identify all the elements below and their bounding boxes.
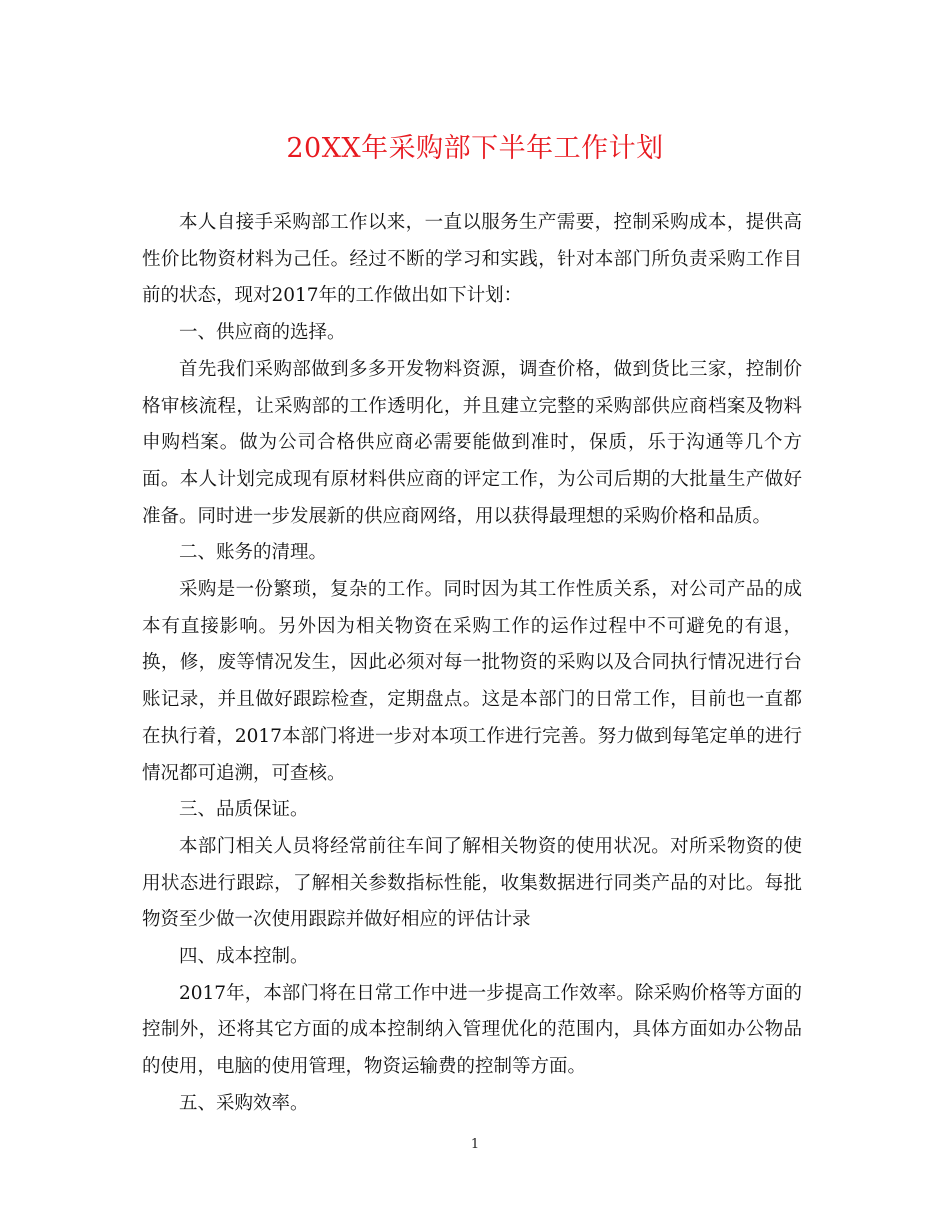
section-heading-5: 五、采购效率。	[179, 1092, 309, 1114]
document-title: 20XX年采购部下半年工作计划	[286, 133, 664, 164]
section-body-3: 本部门相关人员将经常前往车间了解相关物资的使用状况。对所采物资的使用状态进行跟踪，了解相关参数指标性能，收集数据进行同类产品的对比。每批物资至少做一次使用跟踪并做好相应的评估计录	[142, 835, 802, 931]
section-heading-3: 三、品质保证。	[179, 799, 309, 821]
document-body	[142, 205, 802, 1123]
section-heading-2: 二、账务的清理。	[179, 542, 328, 564]
page-number: 1	[470, 1137, 480, 1152]
section-heading-4: 四、成本控制。	[179, 946, 309, 968]
section-heading-1: 一、供应商的选择。	[179, 322, 346, 344]
intro-paragraph: 本人自接手采购部工作以来，一直以服务生产需要，控制采购成本，提供高性价比物资材料为己任。经过不断的学习和实践，针对本部门所负责采购工作目前的状态，现对2017年的工作做出如下计划：	[142, 212, 802, 307]
section-body-2: 采购是一份繁琐，复杂的工作。同时因为其工作性质关系，对公司产品的成本有直接影响。另外因为相关物资在采购工作的运作过程中不可避免的有退，换，修，废等情况发生，因此必须对每一批物资的采购以及合同执行情况进行台账记录，并且做好跟踪检查，定期盘点。这是本部门的日常工作，目前也一直都在执行着，2017本部门将进一步对本项工作进行完善。努力做到每笔定单的进行情况都可追溯，可查核。	[142, 579, 802, 784]
section-body-1: 首先我们采购部做到多多开发物料资源，调查价格，做到货比三家，控制价格审核流程，让采购部的工作透明化，并且建立完整的采购部供应商档案及物料申购档案。做为公司合格供应商必需要能做到准时，保质，乐于沟通等几个方面。本人计划完成现有原材料供应商的评定工作，为公司后期的大批量生产做好准备。同时进一步发展新的供应商网络，用以获得最理想的采购价格和品质。	[142, 358, 802, 527]
section-body-4: 2017年，本部门将在日常工作中进一步提高工作效率。除采购价格等方面的控制外，还将其它方面的成本控制纳入管理优化的范围内，具体方面如办公物品的使用，电脑的使用管理，物资运输费的控制等方面。	[142, 982, 802, 1078]
